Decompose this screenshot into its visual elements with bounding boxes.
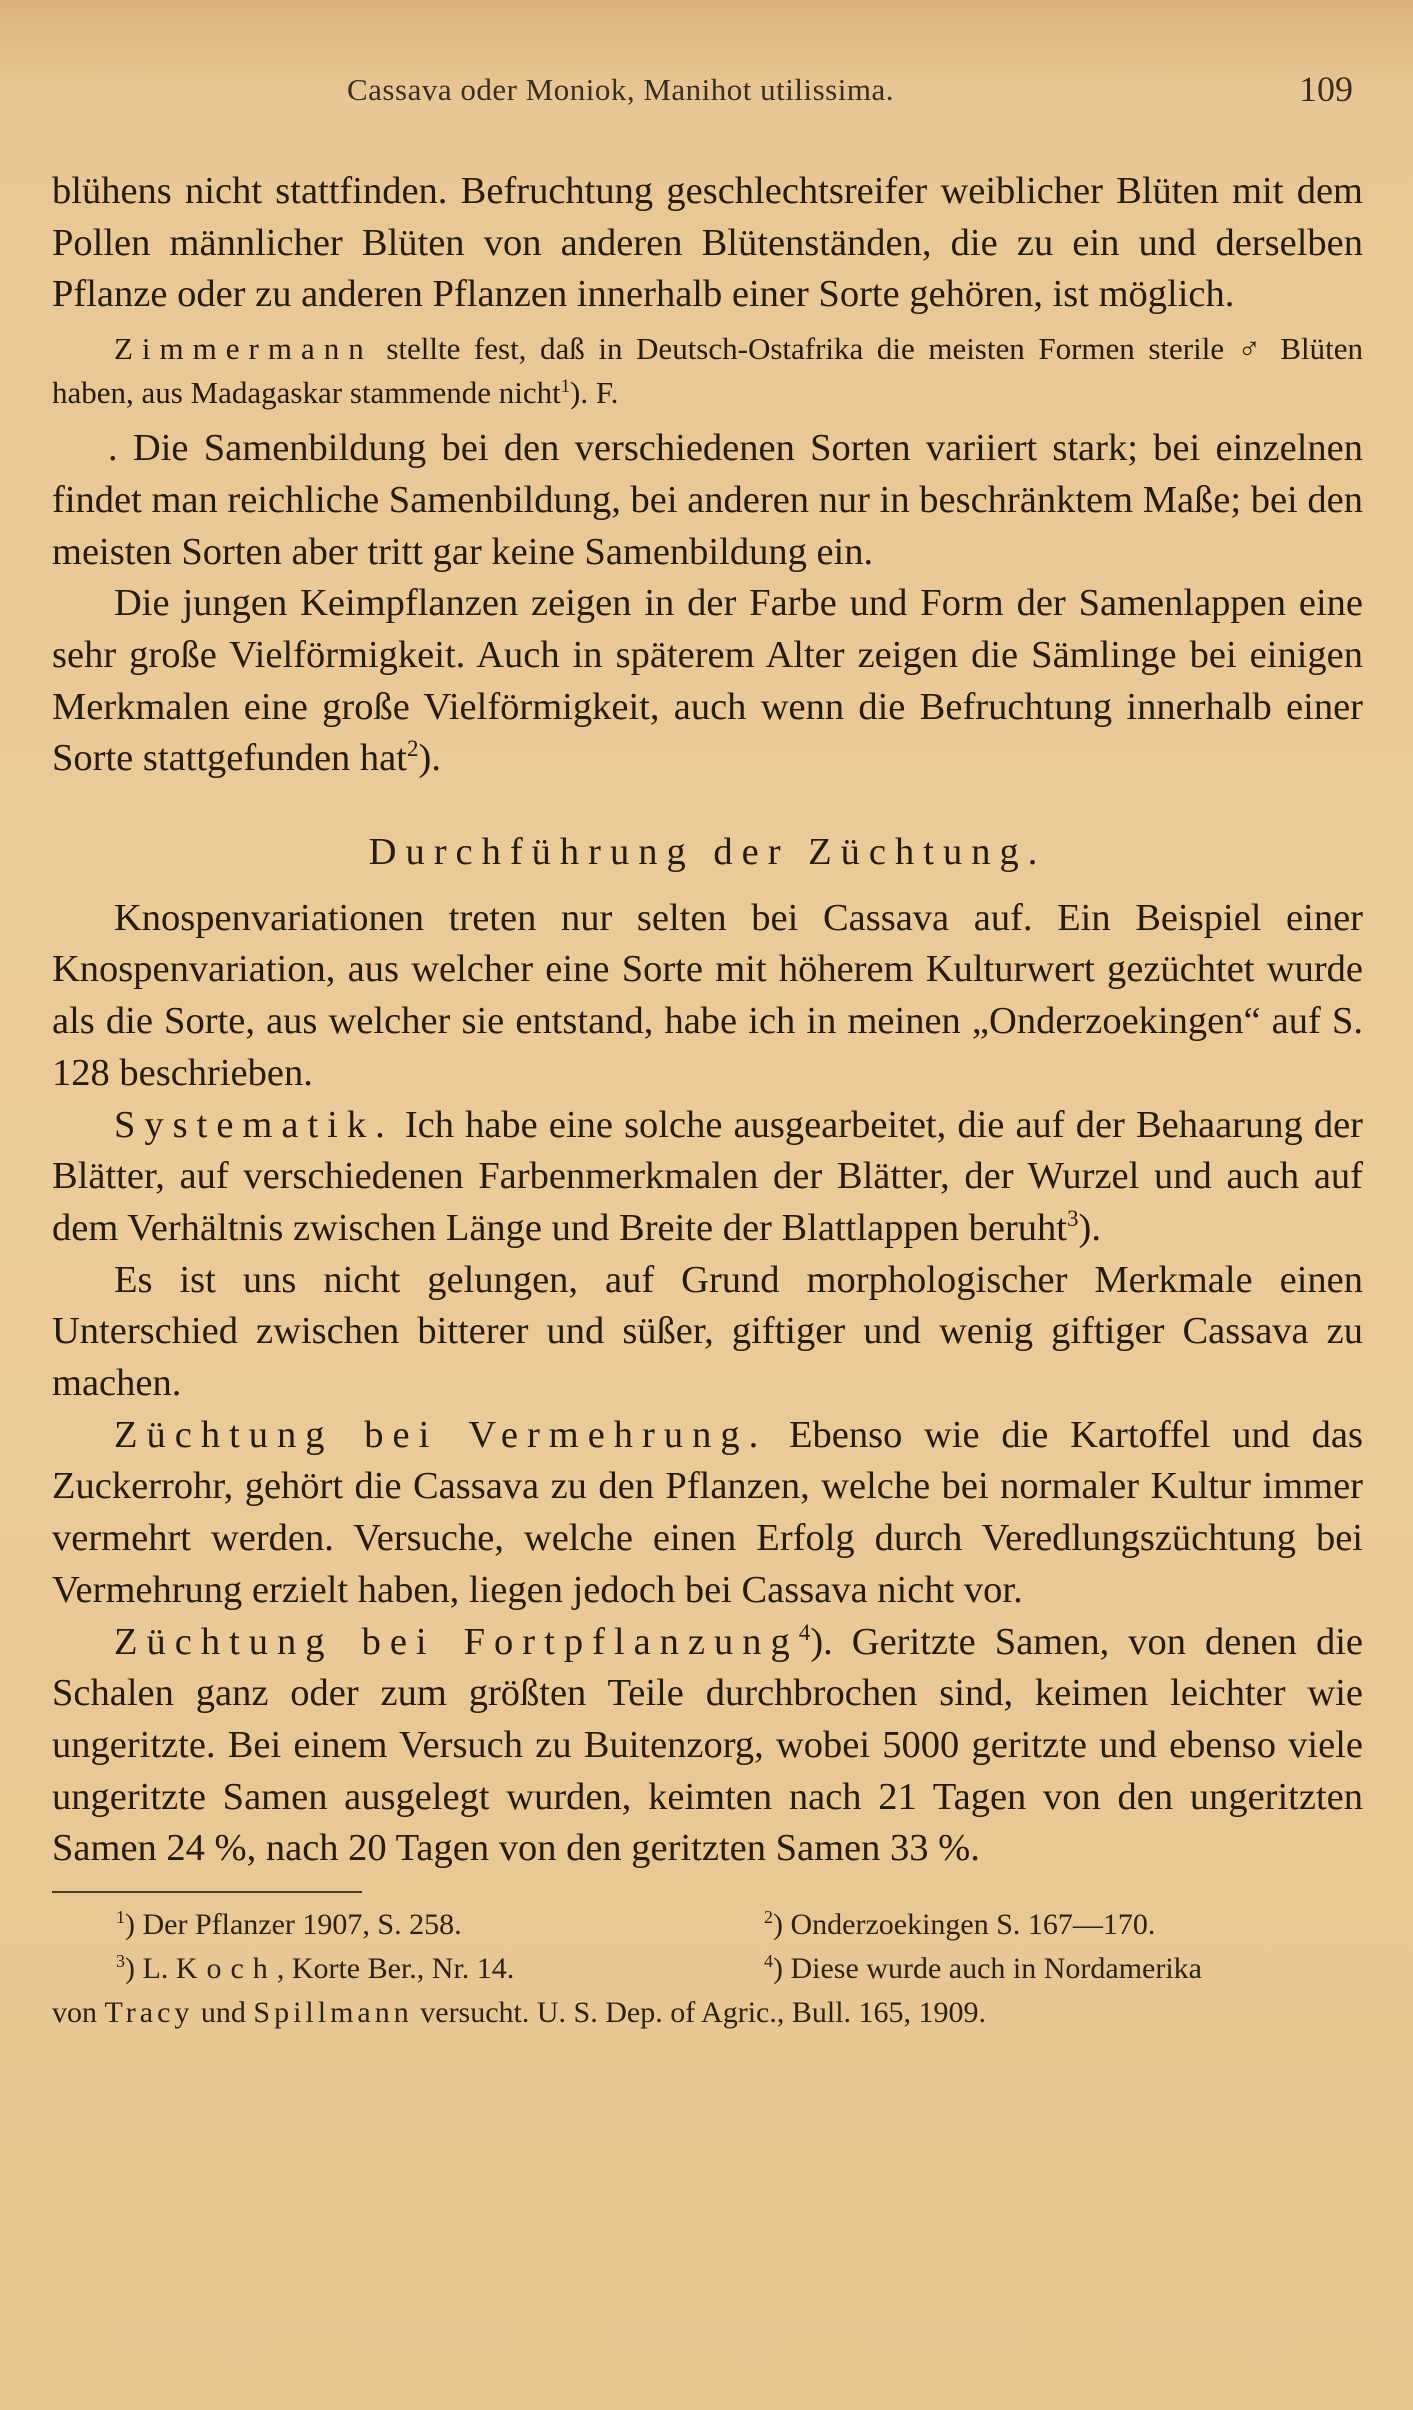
body-text (52, 166, 1363, 1875)
paragraph-5: Knospenvariationen treten nur selten bei Cassava auf. Ein Beispiel einer Knospenvariation, aus welcher eine Sorte mit höherem Kulturwert gezüchtet wurde als die Sorte, aus welcher sie entstand, habe ich in meinen „Onderzoekingen“ auf S. 128 beschrieben. (52, 896, 1363, 1094)
footnote-row-1 (52, 1903, 1363, 1947)
paragraph-6-text: Ich habe eine solche ausgearbeitet, die auf der Behaarung der Blätter, auf verschiedenen Farbenmerkmalen der Blätter, der Wurzel und auch auf dem Verhältnis zwischen Länge und Breite der Blattlappen beruht (52, 1103, 1363, 1249)
author-name-zimmermann: Zimmermann (114, 331, 373, 367)
paragraph-3: . Die Samenbildung bei den verschiedenen Sorten variiert stark; bei einzelnen findet man reichliche Samenbildung, bei anderen nur in beschränktem Maße; bei den meisten Sorten aber tritt gar keine Samenbildung ein. (52, 427, 1363, 573)
footnote-4-text: ) Diese wurde auch in Nordamerika (773, 1952, 1202, 1986)
footnote-4-cont-a: von (52, 1996, 105, 2030)
footnote-4-author-tracy: Tracy (104, 1996, 194, 2030)
footnote-1-mark: 1 (116, 1907, 125, 1928)
paragraph-7: Es ist uns nicht gelungen, auf Grund morphologischer Merkmale einen Unterschied zwischen bitterer und süßer, giftiger und wenig giftiger Cassava zu machen. (52, 1258, 1363, 1405)
footnote-2-text: ) Onderzoekingen S. 167—170. (773, 1908, 1156, 1942)
footnote-3-author: Koch (175, 1952, 277, 1986)
paragraph-2-text: stellte fest, daß in Deutsch-Ostafrika die meisten Formen sterile ♂ Blüten haben, aus Madagaskar stammende nicht (52, 331, 1363, 411)
footnote-3 (116, 1947, 514, 1991)
paragraph-4-text: Die jungen Keimpflanzen zeigen in der Farbe und Form der Samenlappen eine sehr große Vielförmigkeit. Auch in späterem Alter zeigen die Sämlinge bei einigen Merkmalen eine große Vielförmigkeit, auch wenn die Befruchtung innerhalb einer Sorte stattgefunden hat (52, 582, 1363, 780)
footnote-1-text: ) Der Pflanzer 1907, S. 258. (125, 1908, 462, 1942)
page-number: 109 (1299, 69, 1353, 109)
footnote-ref-3: 3 (1066, 1205, 1079, 1232)
footnote-rule (52, 1891, 362, 1893)
paragraph-6 (52, 1100, 1363, 1255)
footnote-4-continued (52, 1991, 986, 2035)
paragraph-8 (52, 1410, 1363, 1617)
page-header (52, 60, 1363, 130)
paragraph-8-lead: Züchtung bei Vermehrung. (114, 1413, 768, 1456)
footnote-2 (764, 1903, 1155, 1947)
footnote-1 (116, 1903, 462, 1947)
paragraph-4-end: ). (418, 737, 441, 780)
footnote-4 (764, 1947, 1202, 1991)
paragraph-6-end: ). (1078, 1206, 1101, 1249)
paragraph-9-text: ). Geritzte Samen, von denen die Schalen ganz oder zum größten Teile durchbrochen sind, keimen leichter wie ungeritzte. Bei einem Versuch zu Buitenzorg, wobei 5000 geritzte und ebenso viele ungeritzte Samen ausgelegt wurden, keimten nach 21 Tagen von den ungeritzten Samen 24 %, nach 20 Tagen von den geritzten Samen 33 %. (52, 1620, 1363, 1870)
paragraph-9 (52, 1617, 1363, 1876)
footnote-3-mark: 3 (116, 1951, 125, 1972)
running-head: Cassava oder Moniok, Manihot utilissima. (347, 72, 894, 107)
footnote-3-text-b: , Korte Ber., Nr. 14. (276, 1952, 515, 1986)
paragraph-4 (52, 578, 1363, 785)
footnote-row-2 (52, 1947, 1363, 1991)
footnote-4-cont-b: und (193, 1996, 254, 2030)
footnote-ref-4: 4 (798, 1618, 811, 1645)
footnote-row-3 (52, 1991, 1363, 2035)
section-heading: Durchführung der Züchtung. (368, 831, 1047, 874)
paragraph-2-end: ). F. (570, 375, 619, 411)
paragraph-9-lead: Züchtung bei Fortpflanzung (114, 1620, 799, 1663)
footnote-ref-2: 2 (406, 735, 419, 762)
paragraph-6-lead: Systematik. (114, 1103, 394, 1146)
footnote-4-cont-c: versucht. U. S. Dep. of Agric., Bull. 165, 1909. (412, 1996, 987, 2030)
footnote-ref-1: 1 (560, 375, 571, 397)
paragraph-1: blühens nicht stattfinden. Befruchtung geschlechtsreifer weiblicher Blüten mit dem Pollen männlicher Blüten von anderen Blütenständen, die zu ein und derselben Pflanze oder zu anderen Pflanzen innerhalb einer Sorte gehören, ist möglich. (52, 170, 1363, 316)
footnote-2-mark: 2 (764, 1907, 773, 1928)
footnotes (52, 1903, 1363, 2035)
footnote-4-author-spillmann: Spillmann (253, 1996, 413, 2030)
footnote-3-text-a: ) L. (125, 1952, 176, 1986)
paragraph-8-text: Ebenso wie die Kartoffel und das Zuckerrohr, gehört die Cassava zu den Pflanzen, welche bei normaler Kultur immer vermehrt werden. Versuche, welche einen Erfolg durch Veredlungszüchtung bei Vermehrung erzielt haben, liegen jedoch bei Cassava nicht vor. (52, 1413, 1363, 1611)
footnote-4-mark: 4 (764, 1951, 773, 1972)
paragraph-2-note (52, 327, 1363, 415)
